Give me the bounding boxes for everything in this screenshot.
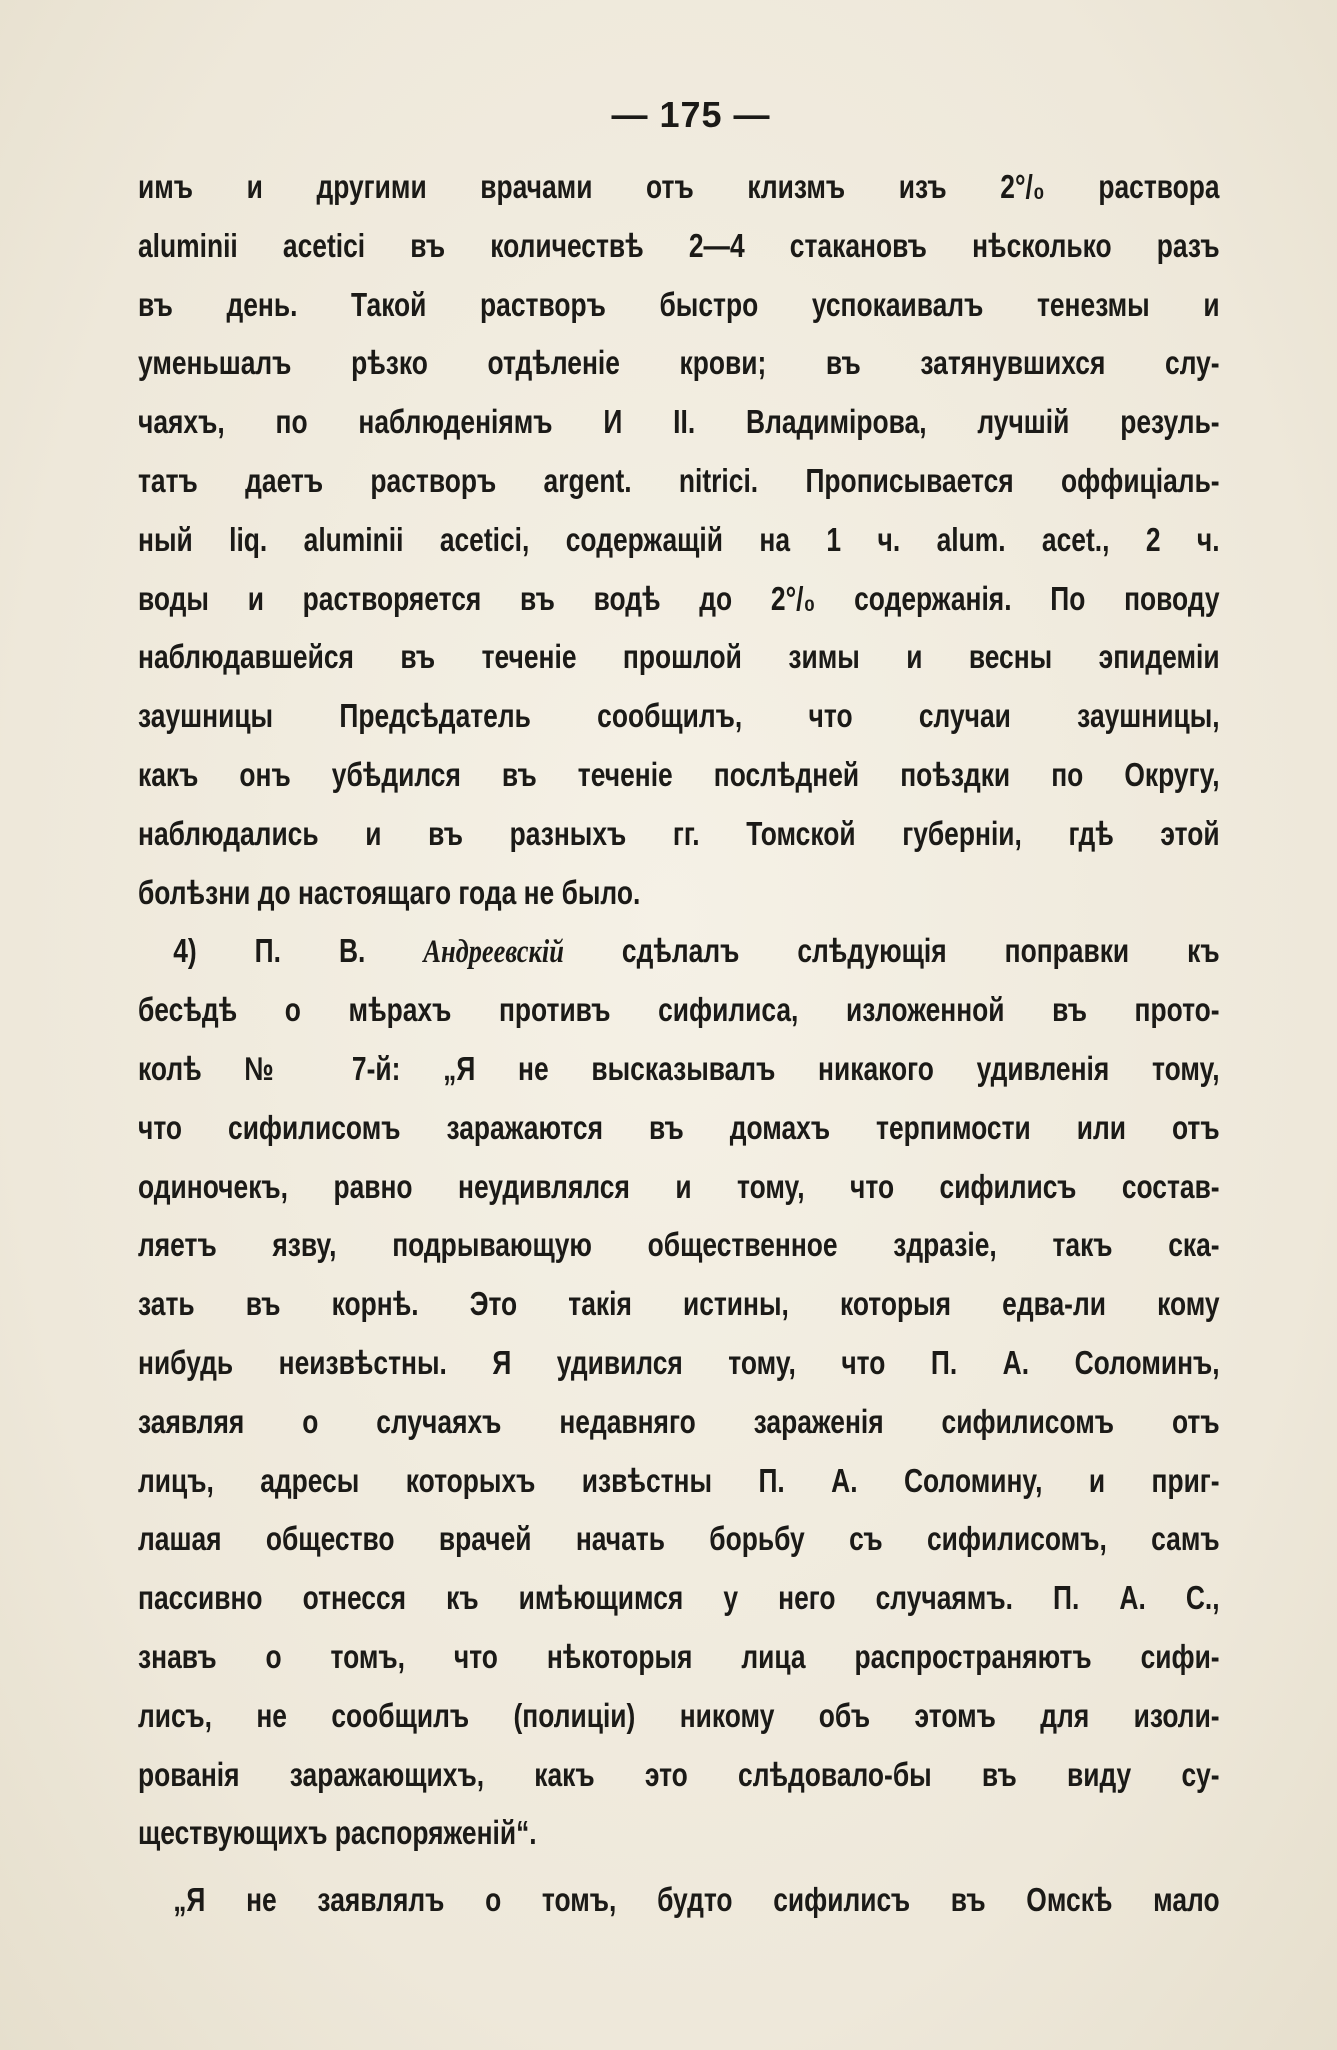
text-line: ществующихъ распоряженій“. [138, 1814, 537, 1852]
text-line: наблюдались и въ разныхъ гг. Томской губерніи, гдѣ этой [138, 814, 1220, 852]
item-number: 4) П. В. [173, 932, 366, 970]
page-number: — 175 — [611, 94, 771, 135]
text-line: одиночекъ, равно неудивлялся и тому, что сифилисъ состав- [138, 1167, 1220, 1205]
text-line: ляетъ язву, подрывающую общественное здразіе, такъ ска- [138, 1226, 1220, 1264]
text-line: наблюдавшейся въ теченіе прошлой зимы и весны эпидеміи [138, 638, 1220, 676]
text-line: пассивно отнесся къ имѣющимся у него случаямъ. П. А. С., [138, 1579, 1220, 1617]
paragraph-1 [138, 158, 1220, 922]
text-line: нибудь неизвѣстны. Я удивился тому, что П. А. Соломинъ, [138, 1343, 1220, 1381]
text-line: зать въ корнѣ. Это такія истины, которыя едва-ли кому [138, 1285, 1220, 1323]
text-line: уменьшалъ рѣзко отдѣленіе крови; въ затянувшихся слу- [138, 344, 1220, 382]
text-line: заявляя о случаяхъ недавняго зараженія сифилисомъ отъ [138, 1402, 1220, 1440]
speaker-name: Андреевскій [423, 934, 564, 971]
text-line: имъ и другими врачами отъ клизмъ изъ 2°/₀ раствора [138, 168, 1220, 205]
text-line: лашая общество врачей начать борьбу съ сифилисомъ, самъ [138, 1520, 1220, 1558]
text-line: лисъ, не сообщилъ (полиціи) никому объ этомъ для изоли- [138, 1696, 1220, 1734]
text-line: колѣ № 7-й: „Я не высказывалъ никакого удивленія тому, [138, 1049, 1220, 1087]
body-text [138, 158, 1220, 1930]
text-line: какъ онъ убѣдился въ теченіе послѣдней поѣздки по Округу, [138, 755, 1220, 793]
text-line [138, 922, 1220, 981]
text-line: знавъ о томъ, что нѣкоторыя лица распространяютъ сифи- [138, 1637, 1220, 1675]
text-line: ный liq. aluminii acetici, содержащій на 1 ч. alum. acet., 2 ч. [138, 520, 1220, 558]
text-line: въ день. Такой растворъ быстро успокаивалъ тенезмы и [138, 285, 1220, 323]
text-line: что сифилисомъ заражаются въ домахъ терпимости или отъ [138, 1108, 1220, 1146]
text-line: лицъ, адресы которыхъ извѣстны П. А. Соломину, и приг- [138, 1461, 1220, 1499]
book-page [138, 78, 1220, 1930]
text-line: бесѣдѣ о мѣрахъ противъ сифилиса, изложенной въ прото- [138, 991, 1220, 1029]
text-line: татъ даетъ растворъ argent. nitrici. Прописывается оффиціаль- [138, 461, 1220, 499]
text-line: „Я не заявлялъ о томъ, будто сифилисъ въ Омскѣ мало [173, 1881, 1220, 1919]
text-line: aluminii acetici въ количествѣ 2—4 стакановъ нѣсколько разъ [138, 226, 1220, 264]
text-fragment: сдѣлалъ слѣдующія поправки къ [621, 932, 1220, 970]
text-line: чаяхъ, по наблюденіямъ И II. Владимірова, лучшій резуль- [138, 403, 1220, 441]
text-line: рованія заражающихъ, какъ это слѣдовало-бы въ виду су- [138, 1755, 1220, 1793]
text-line: заушницы Предсѣдатель сообщилъ, что случаи заушницы, [138, 697, 1220, 735]
paragraph-2 [138, 922, 1220, 1863]
paragraph-3 [138, 1871, 1220, 1930]
text-line: болѣзни до настоящаго года не было. [138, 873, 641, 911]
text-line: воды и растворяется въ водѣ до 2°/₀ содержанія. По поводу [138, 579, 1220, 617]
